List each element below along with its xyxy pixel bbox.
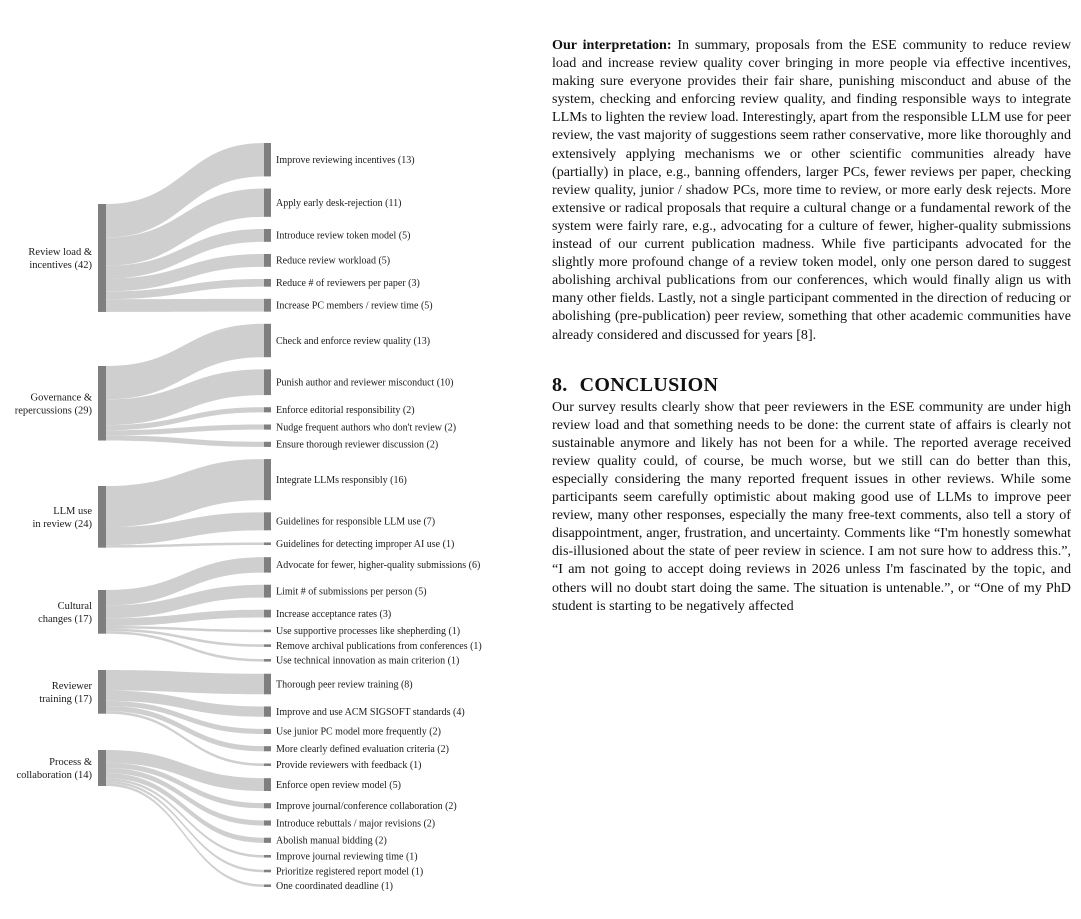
item-node bbox=[264, 884, 271, 887]
item-label: Introduce review token model (5) bbox=[276, 230, 411, 242]
item-node bbox=[264, 729, 271, 734]
item-label: Provide reviewers with feedback (1) bbox=[276, 760, 422, 772]
item-node bbox=[264, 803, 271, 808]
group-label: training (17) bbox=[39, 693, 92, 705]
item-label: Punish author and reviewer misconduct (10) bbox=[276, 377, 454, 389]
item-label: Improve journal reviewing time (1) bbox=[276, 851, 418, 863]
item-label: Nudge frequent authors who don't review (2) bbox=[276, 422, 457, 434]
item-node bbox=[264, 630, 271, 633]
group-node bbox=[98, 590, 106, 634]
item-label: Increase PC members / review time (5) bbox=[276, 300, 433, 312]
item-node bbox=[264, 279, 271, 287]
group-label: collaboration (14) bbox=[16, 769, 92, 781]
item-node bbox=[264, 855, 271, 858]
group-node bbox=[98, 366, 106, 441]
item-label: Remove archival publications from conferences (1) bbox=[276, 640, 482, 652]
item-label: Use supportive processes like shepherding (1) bbox=[276, 626, 461, 638]
item-node bbox=[264, 644, 271, 647]
item-node bbox=[264, 870, 271, 873]
item-node bbox=[264, 424, 271, 429]
item-label: Improve reviewing incentives (13) bbox=[276, 155, 415, 167]
item-node bbox=[264, 299, 271, 312]
item-node bbox=[264, 610, 271, 618]
item-node bbox=[264, 512, 271, 530]
item-node bbox=[264, 369, 271, 395]
flow-band bbox=[106, 299, 264, 312]
item-label: Prioritize registered report model (1) bbox=[276, 866, 424, 878]
item-label: Thorough peer review training (8) bbox=[276, 679, 413, 691]
item-node bbox=[264, 459, 271, 500]
item-label: Use technical innovation as main criterion (1) bbox=[276, 655, 460, 667]
item-label: Integrate LLMs responsibly (16) bbox=[276, 474, 407, 486]
item-label: One coordinated deadline (1) bbox=[276, 881, 393, 893]
group-node bbox=[98, 204, 106, 312]
group-label: in review (24) bbox=[32, 518, 92, 530]
section-number: 8. bbox=[552, 373, 568, 396]
flow-band bbox=[106, 778, 264, 857]
group-label: repercussions (29) bbox=[14, 405, 92, 417]
item-label: Reduce review workload (5) bbox=[276, 255, 391, 267]
group-label: Reviewer bbox=[51, 680, 92, 692]
item-label: Advocate for fewer, higher-quality submissions (6) bbox=[276, 560, 481, 572]
item-node bbox=[264, 585, 271, 598]
item-label: Increase acceptance rates (3) bbox=[276, 608, 392, 620]
group-label: Review load & bbox=[28, 246, 92, 258]
item-node bbox=[264, 746, 271, 751]
group-label: LLM use bbox=[53, 505, 92, 517]
item-node bbox=[264, 820, 271, 825]
item-label: Apply early desk-rejection (11) bbox=[276, 197, 402, 209]
item-node bbox=[264, 442, 271, 447]
item-node bbox=[264, 778, 271, 791]
item-node bbox=[264, 557, 271, 572]
item-node bbox=[264, 143, 271, 176]
item-node bbox=[264, 542, 271, 545]
item-label: Improve and use ACM SIGSOFT standards (4) bbox=[276, 706, 465, 718]
section-heading bbox=[552, 374, 1071, 396]
item-label: Enforce editorial responsibility (2) bbox=[276, 405, 415, 417]
item-label: Enforce open review model (5) bbox=[276, 779, 401, 791]
conclusion-paragraph: Our survey results clearly show that peer reviewers in the ESE community are under high review load and that something needs to be done: the current state of affairs is clearly not sustainable anymore and likely has not been for a while. The reported average received review quality could, of course, be much worse, but we still can do better than this, especially considering the many reported frequent issues in other reviews. While some participants seem carefully optimistic about making good use of LLMs to improve peer review, many other responses, especially the many free-text comments, also tell a story of disappointment, anger, frustration, and uncertainty. Comments like “I'm honestly somewhat dis-illusioned about the state of peer review in science. I am not sure how to address this.”, “I am not going to accept doing reviews in 2026 unless I'm fascinated by the topic, and others will no doubt start doing the same. The situation is untenable.”, or “One of my PhD student is starting to be negatively affected bbox=[552, 398, 1071, 614]
flows bbox=[106, 143, 264, 887]
flow-band bbox=[106, 435, 264, 447]
group-label: changes (17) bbox=[38, 613, 92, 625]
item-node bbox=[264, 674, 271, 695]
item-node bbox=[264, 838, 271, 843]
item-node bbox=[264, 407, 271, 412]
section-title: CONCLUSION bbox=[579, 373, 719, 396]
interpretation-lead: Our interpretation: bbox=[552, 37, 672, 53]
item-node bbox=[264, 659, 271, 662]
item-label: Introduce rebuttals / major revisions (2) bbox=[276, 818, 436, 830]
group-label: Governance & bbox=[30, 392, 92, 404]
flow-band bbox=[106, 631, 264, 661]
text-column bbox=[552, 36, 1071, 615]
flow-band bbox=[106, 670, 264, 694]
group-node bbox=[98, 670, 106, 714]
group-label: Process & bbox=[49, 756, 92, 768]
item-label: Guidelines for responsible LLM use (7) bbox=[276, 516, 436, 528]
item-label: Ensure thorough reviewer discussion (2) bbox=[276, 439, 439, 451]
interpretation-paragraph bbox=[552, 36, 1071, 344]
item-label: Limit # of submissions per person (5) bbox=[276, 586, 427, 598]
item-label: Guidelines for detecting improper AI use (1) bbox=[276, 539, 455, 551]
item-node bbox=[264, 254, 271, 267]
item-label: Check and enforce review quality (13) bbox=[276, 335, 431, 347]
item-node bbox=[264, 229, 271, 242]
group-label: incentives (42) bbox=[29, 259, 92, 271]
group-label: Cultural bbox=[57, 600, 92, 612]
group-node bbox=[98, 486, 106, 548]
item-node bbox=[264, 189, 271, 217]
item-node bbox=[264, 706, 271, 716]
group-node bbox=[98, 750, 106, 786]
item-label: Abolish manual bidding (2) bbox=[276, 835, 387, 847]
item-label: Reduce # of reviewers per paper (3) bbox=[276, 278, 420, 290]
item-node bbox=[264, 324, 271, 357]
item-node bbox=[264, 763, 271, 766]
item-label: More clearly defined evaluation criteria (2) bbox=[276, 744, 449, 756]
interpretation-body: In summary, proposals from the ESE community to reduce review load and increase review quality cover bringing in more people via effective incentives, making sure everyone provides their fair share, punishing misconduct and abuse of the system, checking and enforcing review quality, and finding responsible ways to integrate LLMs to lighten the review load. Interestingly, apart from the responsible LLM use for peer review, the vast majority of suggestions seem rather conservative, more like thoroughly and extensively applying mechanisms we or other scientific communities already have (partially) in place, e.g., banning offenders, larger PCs, fewer reviews per paper, checking review quality, junior / shadow PCs, more time to review, or more early desk rejects. More extensive or radical proposals that require a cultural change or a fundamental rework of the system were fairly rare, e.g., advocating for a culture of fewer, higher-quality submissions instead of our current publication madness. While five participants advocated for the slightly more profound change of a review token model, only one person dared to suggest abolishing archival publications from our conferences, which would finally align us with many other fields. Lastly, not a single participant commented in the direction of reducing or abolishing (pre-publication) peer review, something that other academic communities have already considered and discussed for years [8]. bbox=[552, 37, 1071, 343]
item-label: Use junior PC model more frequently (2) bbox=[276, 726, 441, 738]
item-label: Improve journal/conference collaboration (2) bbox=[276, 801, 457, 813]
